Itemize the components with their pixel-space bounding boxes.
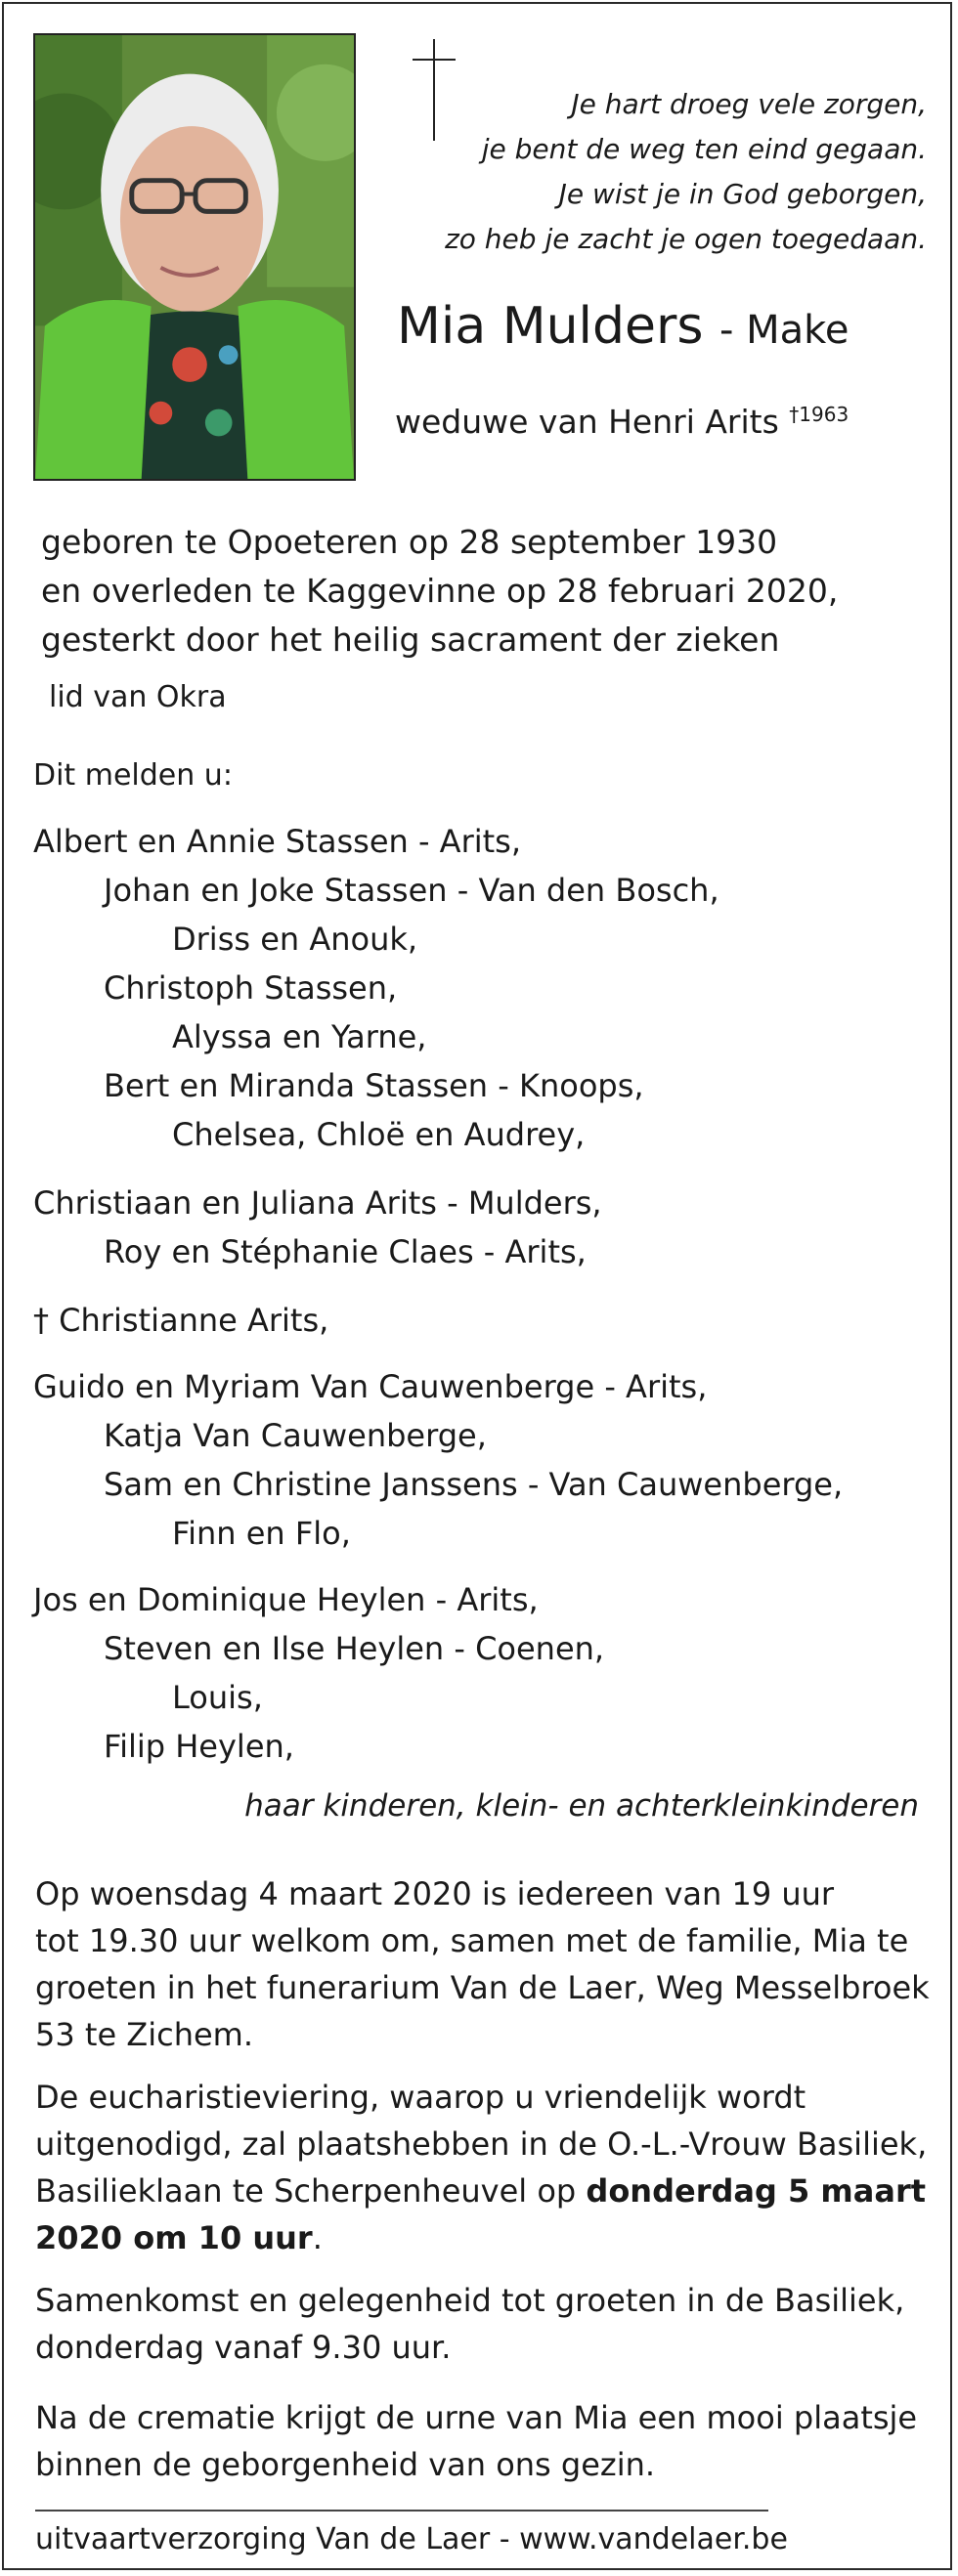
family-line: Sam en Christine Janssens - Van Cauwenberge, — [104, 1466, 844, 1503]
portrait-photo — [33, 33, 356, 481]
family-line: † Christianne Arits, — [33, 1302, 329, 1339]
family-line: Finn en Flo, — [172, 1515, 351, 1552]
death-line: en overleden te Kaggevinne op 28 februari 2020, — [41, 572, 839, 610]
family-line: Jos en Dominique Heylen - Arits, — [33, 1581, 539, 1618]
cremation-paragraph — [35, 2394, 917, 2488]
paragraph-line: binnen de geborgenheid van ons gezin. — [35, 2446, 656, 2483]
paragraph-line: uitgenodigd, zal plaatshebben in de O.-L.-Vrouw Basiliek, — [35, 2125, 928, 2163]
poem — [399, 82, 927, 262]
paragraph-line: donderdag vanaf 9.30 uur. — [35, 2329, 452, 2366]
membership-line: lid van Okra — [49, 680, 227, 714]
family-line: Louis, — [172, 1679, 263, 1716]
poem-line: Je hart droeg vele zorgen, — [571, 88, 927, 120]
deceased-name-heading — [397, 297, 849, 356]
paragraph-line: Na de crematie krijgt de urne van Mia een mooi plaatsje — [35, 2399, 918, 2436]
family-line: Albert en Annie Stassen - Arits, — [33, 823, 521, 860]
announcement-intro: Dit melden u: — [33, 758, 233, 793]
funeral-home-footer: uitvaartverzorging Van de Laer - www.vandelaer.be — [35, 2522, 788, 2556]
family-line: Christiaan en Juliana Arits - Mulders, — [33, 1184, 602, 1222]
family-line: Driss en Anouk, — [172, 921, 418, 958]
family-line: Johan en Joke Stassen - Van den Bosch, — [104, 872, 719, 909]
family-line: Katja Van Cauwenberge, — [104, 1417, 487, 1454]
sacrament-line: gesterkt door het heilig sacrament der zieken — [41, 621, 780, 659]
deceased-maiden-name: - Make — [718, 308, 849, 353]
portrait-image — [35, 35, 354, 479]
family-line: Filip Heylen, — [104, 1728, 294, 1765]
family-line: Bert en Miranda Stassen - Knoops, — [104, 1067, 644, 1104]
paragraph-text: Basilieklaan te Scherpenheuvel op — [35, 2172, 587, 2210]
widow-year: †1963 — [789, 403, 849, 426]
ceremony-time: 2020 om 10 uur — [35, 2219, 313, 2256]
paragraph-line: Op woensdag 4 maart 2020 is iedereen van 19 uur — [35, 1875, 835, 1912]
poem-line: zo heb je zacht je ogen toegedaan. — [445, 223, 927, 255]
birth-death-info — [41, 518, 838, 665]
widow-line — [395, 403, 849, 441]
family-line: Steven en Ilse Heylen - Coenen, — [104, 1630, 605, 1667]
ceremony-date: donderdag 5 maart — [586, 2172, 927, 2210]
family-line: Roy en Stéphanie Claes - Arits, — [104, 1233, 587, 1270]
family-line: Christoph Stassen, — [104, 969, 398, 1007]
ceremony-paragraph — [35, 2074, 927, 2261]
paragraph-line: Samenkomst en gelegenheid tot groeten in de Basiliek, — [35, 2282, 905, 2319]
footer-divider — [35, 2510, 768, 2512]
paragraph-line: tot 19.30 uur welkom om, samen met de familie, Mia te — [35, 1922, 909, 1959]
paragraph-line — [35, 2214, 927, 2261]
poem-line: Je wist je in God geborgen, — [558, 178, 927, 210]
deceased-name: Mia Mulders — [397, 297, 704, 356]
paragraph-text: . — [312, 2219, 323, 2256]
birth-line: geboren te Opoeteren op 28 september 1930 — [41, 523, 778, 561]
family-line: Alyssa en Yarne, — [172, 1018, 427, 1055]
obituary-card — [2, 2, 952, 2570]
family-line: Guido en Myriam Van Cauwenberge - Arits, — [33, 1368, 708, 1405]
gathering-paragraph — [35, 2277, 904, 2371]
paragraph-line: 53 te Zichem. — [35, 2016, 254, 2053]
poem-line: je bent de weg ten eind gegaan. — [481, 133, 927, 165]
relations-summary: haar kinderen, klein- en achterkleinkinderen — [244, 1788, 919, 1824]
paragraph-line: groeten in het funerarium Van de Laer, Weg Messelbroek — [35, 1969, 930, 2006]
visitation-paragraph — [35, 1870, 930, 2058]
family-line: Chelsea, Chloë en Audrey, — [172, 1116, 586, 1153]
paragraph-line: De eucharistieviering, waarop u vriendelijk wordt — [35, 2079, 806, 2116]
widow-text: weduwe van Henri Arits — [395, 403, 779, 441]
paragraph-line — [35, 2168, 927, 2214]
